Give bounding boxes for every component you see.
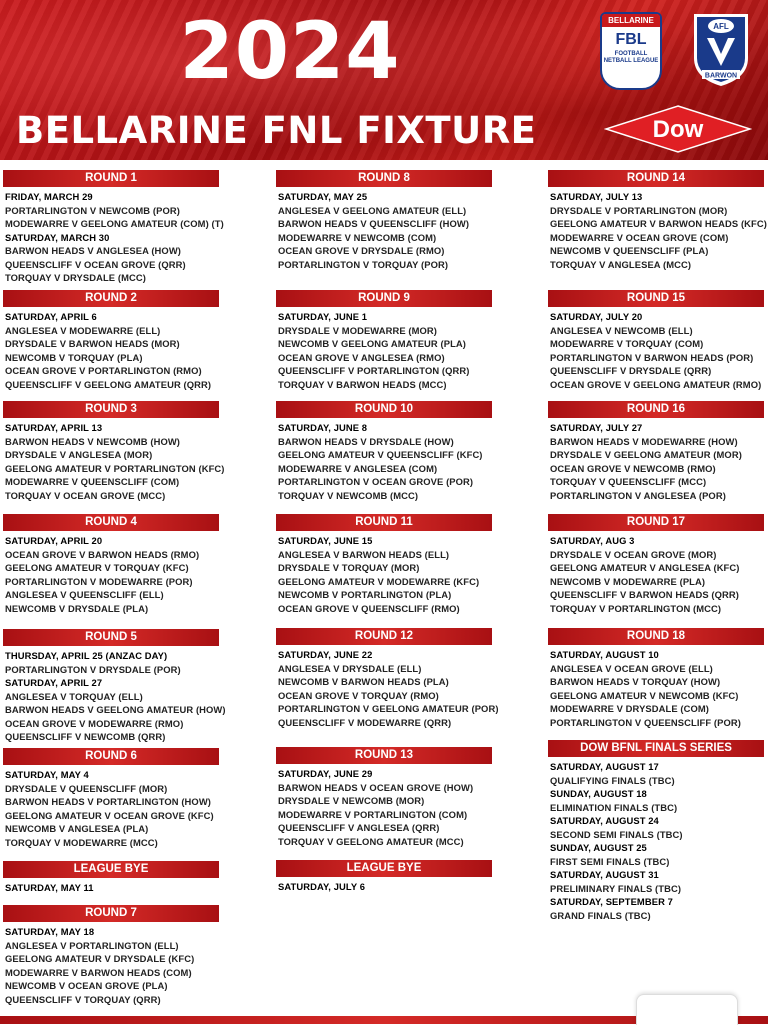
fixture-match: GEELONG AMATEUR V QUEENSCLIFF (KFC)	[278, 449, 483, 460]
fixture-match: OCEAN GROVE V BARWON HEADS (RMO)	[5, 548, 200, 560]
fixture-match: GEELONG AMATEUR V OCEAN GROVE (KFC)	[5, 809, 214, 821]
round-heading: ROUND 15	[548, 290, 764, 307]
fixture-lines	[3, 922, 271, 1006]
fixture-match: OCEAN GROVE V DRYSDALE (RMO)	[278, 245, 445, 256]
fixture-match: DRYSDALE V BARWON HEADS (MOR)	[5, 338, 180, 349]
fixture-block	[548, 628, 768, 729]
fixture-block	[276, 628, 548, 729]
fixture-match: NEWCOMB V OCEAN GROVE (PLA)	[5, 980, 168, 991]
fixture-match: TORQUAY V PORTARLINGTON (MCC)	[550, 602, 722, 614]
fixture-block	[276, 514, 548, 615]
fixture-match: BARWON HEADS V DRYSDALE (HOW)	[278, 435, 454, 447]
fixture-match: ANGLESEA V PORTARLINGTON (ELL)	[5, 939, 179, 951]
fixture-date: SATURDAY, APRIL 20	[5, 535, 103, 546]
fixture-match: ELIMINATION FINALS (TBC)	[550, 801, 678, 813]
fixture-match: NEWCOMB V BARWON HEADS (PLA)	[278, 676, 449, 687]
round-heading: DOW BFNL FINALS SERIES	[548, 740, 764, 757]
fixture-match: GRAND FINALS (TBC)	[550, 909, 651, 921]
corner-tab	[636, 994, 738, 1025]
fixture-match: ANGLESEA V TORQUAY (ELL)	[5, 690, 143, 702]
fixture-match: GEELONG AMATEUR V TORQUAY (KFC)	[5, 562, 189, 573]
fixture-match: QUEENSCLIFF V GEELONG AMATEUR (QRR)	[5, 378, 212, 390]
round-heading: ROUND 16	[548, 401, 764, 418]
fixture-match: DRYSDALE V ANGLESEA (MOR)	[5, 449, 153, 460]
fixture-lines	[3, 646, 271, 744]
fixture-block	[276, 860, 548, 894]
fixture-match: FIRST SEMI FINALS (TBC)	[550, 855, 670, 867]
fixture-match: NEWCOMB V DRYSDALE (PLA)	[5, 602, 149, 614]
fixture-date: SATURDAY, JULY 27	[550, 422, 643, 433]
fixture-match: TORQUAY V BARWON HEADS (MCC)	[278, 378, 447, 390]
fixture-match: TORQUAY V GEELONG AMATEUR (MCC)	[278, 835, 464, 847]
fixture-match: DRYSDALE V GEELONG AMATEUR (MOR)	[550, 449, 742, 460]
fixture-match: TORQUAY V DRYSDALE (MCC)	[5, 272, 146, 283]
fixture-match: OCEAN GROVE V NEWCOMB (RMO)	[550, 462, 716, 474]
fixture-date: FRIDAY, MARCH 29	[5, 191, 93, 202]
fixture-match: TORQUAY V ANGLESEA (MCC)	[550, 258, 692, 270]
fixture-lines	[276, 187, 548, 271]
fixture-year: 2024	[179, 7, 401, 97]
fixture-lines	[548, 418, 768, 502]
fixture-lines	[276, 877, 548, 894]
fixture-match: ANGLESEA V GEELONG AMATEUR (ELL)	[278, 204, 467, 216]
round-heading: ROUND 5	[3, 629, 219, 646]
fixture-match: BARWON HEADS V ANGLESEA (HOW)	[5, 245, 181, 256]
round-heading: ROUND 7	[3, 905, 219, 922]
fixture-date: SATURDAY, JULY 6	[278, 881, 366, 892]
fixture-match: MODEWARRE V PORTARLINGTON (COM)	[278, 808, 468, 820]
fixture-match: GEELONG AMATEUR V PORTARLINGTON (KFC)	[5, 462, 225, 474]
fixture-match: BARWON HEADS V PORTARLINGTON (HOW)	[5, 796, 211, 807]
fixture-match: QUEENSCLIFF V DRYSDALE (QRR)	[550, 365, 712, 376]
fixture-match: PORTARLINGTON V QUEENSCLIFF (POR)	[550, 716, 741, 728]
fixture-match: NEWCOMB V PORTARLINGTON (PLA)	[278, 589, 452, 600]
fixture-match: DRYSDALE V PORTARLINGTON (MOR)	[550, 204, 728, 216]
fixture-date: SATURDAY, MAY 25	[278, 191, 368, 202]
fixture-block	[276, 401, 548, 502]
dow-sponsor-logo	[604, 104, 752, 154]
fixture-date: SATURDAY, SEPTEMBER 7	[550, 896, 673, 907]
round-heading: ROUND 2	[3, 290, 219, 307]
fixture-match: ANGLESEA V NEWCOMB (ELL)	[550, 324, 693, 336]
fixture-date: SATURDAY, AUGUST 17	[550, 761, 659, 772]
fixture-match: DRYSDALE V NEWCOMB (MOR)	[278, 795, 425, 806]
dow-logo-text: Dow	[652, 116, 704, 143]
fixture-lines	[548, 531, 768, 615]
fixture-date: SATURDAY, JULY 20	[550, 311, 643, 322]
fixture-block	[548, 401, 768, 502]
fixture-match: GEELONG AMATEUR V DRYSDALE (KFC)	[5, 953, 195, 964]
fixture-lines	[3, 878, 271, 895]
fixture-match: MODEWARRE V NEWCOMB (COM)	[278, 231, 437, 243]
fixture-match: MODEWARRE V QUEENSCLIFF (COM)	[5, 476, 180, 487]
round-heading: ROUND 3	[3, 401, 219, 418]
fixture-block	[3, 861, 271, 895]
fixture-match: QUALIFYING FINALS (TBC)	[550, 774, 675, 786]
fixture-match: MODEWARRE V ANGLESEA (COM)	[278, 462, 438, 474]
fixture-date: SATURDAY, MAY 4	[5, 769, 89, 780]
round-heading: ROUND 6	[3, 748, 219, 765]
fixture-match: PORTARLINGTON V GEELONG AMATEUR (POR)	[278, 703, 499, 714]
fixture-match: NEWCOMB V MODEWARRE (PLA)	[550, 575, 706, 587]
page-title: BELLARINE FNL FIXTURE	[16, 109, 537, 152]
fixture-match: DRYSDALE V OCEAN GROVE (MOR)	[550, 548, 717, 560]
fixture-block	[3, 170, 271, 285]
fixture-date: SUNDAY, AUGUST 18	[550, 788, 647, 799]
fixture-block	[548, 170, 768, 271]
fixture-match: MODEWARRE V GEELONG AMATEUR (COM) (T)	[5, 218, 224, 229]
fixture-match: DRYSDALE V QUEENSCLIFF (MOR)	[5, 782, 168, 794]
fixture-match: SECOND SEMI FINALS (TBC)	[550, 828, 683, 840]
fixture-date: SATURDAY, AUGUST 31	[550, 869, 659, 880]
fixture-match: PORTARLINGTON V ANGLESEA (POR)	[550, 489, 726, 501]
bfnl-logo-bottom-text: FOOTBALL NETBALL LEAGUE	[603, 51, 659, 64]
fixture-block	[276, 290, 548, 391]
bfnl-logo-mid-text: FBL	[615, 31, 647, 48]
afl-logo-barwon-text: BARWON	[704, 72, 738, 80]
round-heading: LEAGUE BYE	[3, 861, 219, 878]
fixture-lines	[548, 757, 768, 922]
fixture-match: GEELONG AMATEUR V NEWCOMB (KFC)	[550, 689, 739, 701]
fixture-lines	[3, 307, 271, 391]
bfnl-shield-logo	[600, 12, 662, 90]
fixture-date: SATURDAY, JUNE 15	[278, 535, 373, 546]
fixture-match: PORTARLINGTON V NEWCOMB (POR)	[5, 204, 180, 216]
fixture-block	[548, 514, 768, 615]
fixture-lines	[3, 765, 271, 849]
fixture-block	[548, 740, 768, 922]
fixture-match: GEELONG AMATEUR V ANGLESEA (KFC)	[550, 562, 740, 573]
fixture-match: ANGLESEA V BARWON HEADS (ELL)	[278, 548, 450, 560]
fixture-match: ANGLESEA V OCEAN GROVE (ELL)	[550, 662, 713, 674]
round-heading: ROUND 10	[276, 401, 492, 418]
fixture-match: GEELONG AMATEUR V MODEWARRE (KFC)	[278, 575, 480, 587]
fixture-match: DRYSDALE V MODEWARRE (MOR)	[278, 324, 438, 336]
fixture-date: SATURDAY, AUGUST 10	[550, 649, 659, 660]
fixture-match: NEWCOMB V ANGLESEA (PLA)	[5, 823, 149, 834]
fixture-block	[3, 748, 271, 849]
fixture-block	[3, 905, 271, 1006]
fixture-block	[3, 629, 271, 744]
fixture-match: BARWON HEADS V OCEAN GROVE (HOW)	[278, 781, 474, 793]
fixture-lines	[276, 764, 548, 848]
fixture-lines	[276, 531, 548, 615]
fixture-block	[3, 514, 271, 615]
fixture-lines	[276, 645, 548, 729]
round-heading: ROUND 18	[548, 628, 764, 645]
fixture-date: SATURDAY, JUNE 29	[278, 768, 373, 779]
fixture-match: BARWON HEADS V QUEENSCLIFF (HOW)	[278, 218, 470, 229]
fixture-lines	[548, 307, 768, 391]
round-heading: ROUND 11	[276, 514, 492, 531]
round-heading: ROUND 17	[548, 514, 764, 531]
fixture-block	[548, 290, 768, 391]
fixture-match: BARWON HEADS V MODEWARRE (HOW)	[550, 435, 738, 447]
fixture-block	[3, 290, 271, 391]
fixture-match: QUEENSCLIFF V PORTARLINGTON (QRR)	[278, 365, 470, 376]
fixture-match: MODEWARRE V TORQUAY (COM)	[550, 338, 704, 349]
header-banner	[0, 0, 768, 160]
fixture-match: TORQUAY V NEWCOMB (MCC)	[278, 489, 419, 501]
fixture-match: TORQUAY V MODEWARRE (MCC)	[5, 836, 158, 848]
fixture-date: SATURDAY, MAY 18	[5, 926, 95, 937]
round-heading: ROUND 8	[276, 170, 492, 187]
afl-logo-text: AFL	[713, 22, 729, 31]
fixture-match: MODEWARRE V BARWON HEADS (COM)	[5, 966, 192, 978]
fixture-date: SATURDAY, JULY 13	[550, 191, 643, 202]
fixture-match: NEWCOMB V QUEENSCLIFF (PLA)	[550, 245, 709, 256]
fixture-block	[276, 747, 548, 848]
fixture-match: NEWCOMB V TORQUAY (PLA)	[5, 351, 143, 363]
fixture-lines	[548, 187, 768, 271]
fixture-date: THURSDAY, APRIL 25 (ANZAC DAY)	[5, 650, 168, 661]
round-heading: ROUND 12	[276, 628, 492, 645]
fixture-match: PORTARLINGTON V DRYSDALE (POR)	[5, 663, 181, 675]
fixture-match: BARWON HEADS V TORQUAY (HOW)	[550, 676, 721, 687]
fixture-match: QUEENSCLIFF V MODEWARRE (QRR)	[278, 716, 452, 728]
fixture-date: SATURDAY, APRIL 6	[5, 311, 97, 322]
fixture-date: SATURDAY, JUNE 8	[278, 422, 368, 433]
fixture-lines	[3, 531, 271, 615]
fixture-match: PORTARLINGTON V OCEAN GROVE (POR)	[278, 476, 474, 487]
fixture-match: MODEWARRE V OCEAN GROVE (COM)	[550, 231, 729, 243]
fixture-date: SATURDAY, AUGUST 24	[550, 815, 659, 826]
fixture-date: SUNDAY, AUGUST 25	[550, 842, 647, 853]
fixture-match: OCEAN GROVE V GEELONG AMATEUR (RMO)	[550, 378, 762, 390]
fixture-match: QUEENSCLIFF V TORQUAY (QRR)	[5, 993, 161, 1005]
fixture-match: TORQUAY V QUEENSCLIFF (MCC)	[550, 476, 707, 487]
fixture-match: OCEAN GROVE V QUEENSCLIFF (RMO)	[278, 602, 460, 614]
fixture-lines	[276, 418, 548, 502]
fixture-match: ANGLESEA V QUEENSCLIFF (ELL)	[5, 589, 164, 600]
fixture-match: OCEAN GROVE V MODEWARRE (RMO)	[5, 717, 184, 729]
fixture-lines	[3, 418, 271, 502]
fixture-match: QUEENSCLIFF V NEWCOMB (QRR)	[5, 731, 166, 742]
fixture-match: OCEAN GROVE V TORQUAY (RMO)	[278, 689, 439, 701]
fixture-date: SATURDAY, JUNE 22	[278, 649, 373, 660]
fixture-date: SATURDAY, AUG 3	[550, 535, 635, 546]
bfnl-logo-top-text: BELLARINE	[602, 14, 660, 27]
fixture-match: PORTARLINGTON V BARWON HEADS (POR)	[550, 351, 754, 363]
fixture-date: SATURDAY, APRIL 27	[5, 677, 103, 688]
round-heading: LEAGUE BYE	[276, 860, 492, 877]
fixture-match: PORTARLINGTON V TORQUAY (POR)	[278, 258, 449, 270]
fixture-match: QUEENSCLIFF V BARWON HEADS (QRR)	[550, 589, 739, 600]
fixture-match: PRELIMINARY FINALS (TBC)	[550, 882, 682, 894]
round-heading: ROUND 4	[3, 514, 219, 531]
fixture-match: GEELONG AMATEUR V BARWON HEADS (KFC)	[550, 218, 767, 229]
fixture-lines	[276, 307, 548, 391]
fixture-lines	[548, 645, 768, 729]
round-heading: ROUND 13	[276, 747, 492, 764]
fixture-match: PORTARLINGTON V MODEWARRE (POR)	[5, 575, 193, 587]
fixture-match: TORQUAY V OCEAN GROVE (MCC)	[5, 489, 166, 501]
fixture-block	[276, 170, 548, 271]
fixture-match: QUEENSCLIFF V ANGLESEA (QRR)	[278, 822, 440, 833]
fixture-match: OCEAN GROVE V PORTARLINGTON (RMO)	[5, 365, 202, 376]
fixture-match: ANGLESEA V MODEWARRE (ELL)	[5, 324, 161, 336]
fixture-date: SATURDAY, MARCH 30	[5, 231, 110, 243]
afl-barwon-shield-logo	[690, 10, 752, 88]
fixture-match: ANGLESEA V DRYSDALE (ELL)	[278, 662, 422, 674]
fixture-match: QUEENSCLIFF V OCEAN GROVE (QRR)	[5, 258, 186, 270]
fixture-match: NEWCOMB V GEELONG AMATEUR (PLA)	[278, 338, 466, 349]
fixture-match: DRYSDALE V TORQUAY (MOR)	[278, 562, 420, 573]
fixture-match: OCEAN GROVE V ANGLESEA (RMO)	[278, 351, 445, 363]
fixture-block	[3, 401, 271, 502]
fixture-match: MODEWARRE V DRYSDALE (COM)	[550, 703, 710, 714]
round-heading: ROUND 1	[3, 170, 219, 187]
round-heading: ROUND 9	[276, 290, 492, 307]
fixture-match: BARWON HEADS V NEWCOMB (HOW)	[5, 435, 181, 447]
round-heading: ROUND 14	[548, 170, 764, 187]
fixture-date: SATURDAY, APRIL 13	[5, 422, 103, 433]
fixture-date: SATURDAY, JUNE 1	[278, 311, 368, 322]
fixture-match: BARWON HEADS V GEELONG AMATEUR (HOW)	[5, 704, 226, 715]
fixture-date: SATURDAY, MAY 11	[5, 882, 94, 893]
fixture-lines	[3, 187, 271, 285]
